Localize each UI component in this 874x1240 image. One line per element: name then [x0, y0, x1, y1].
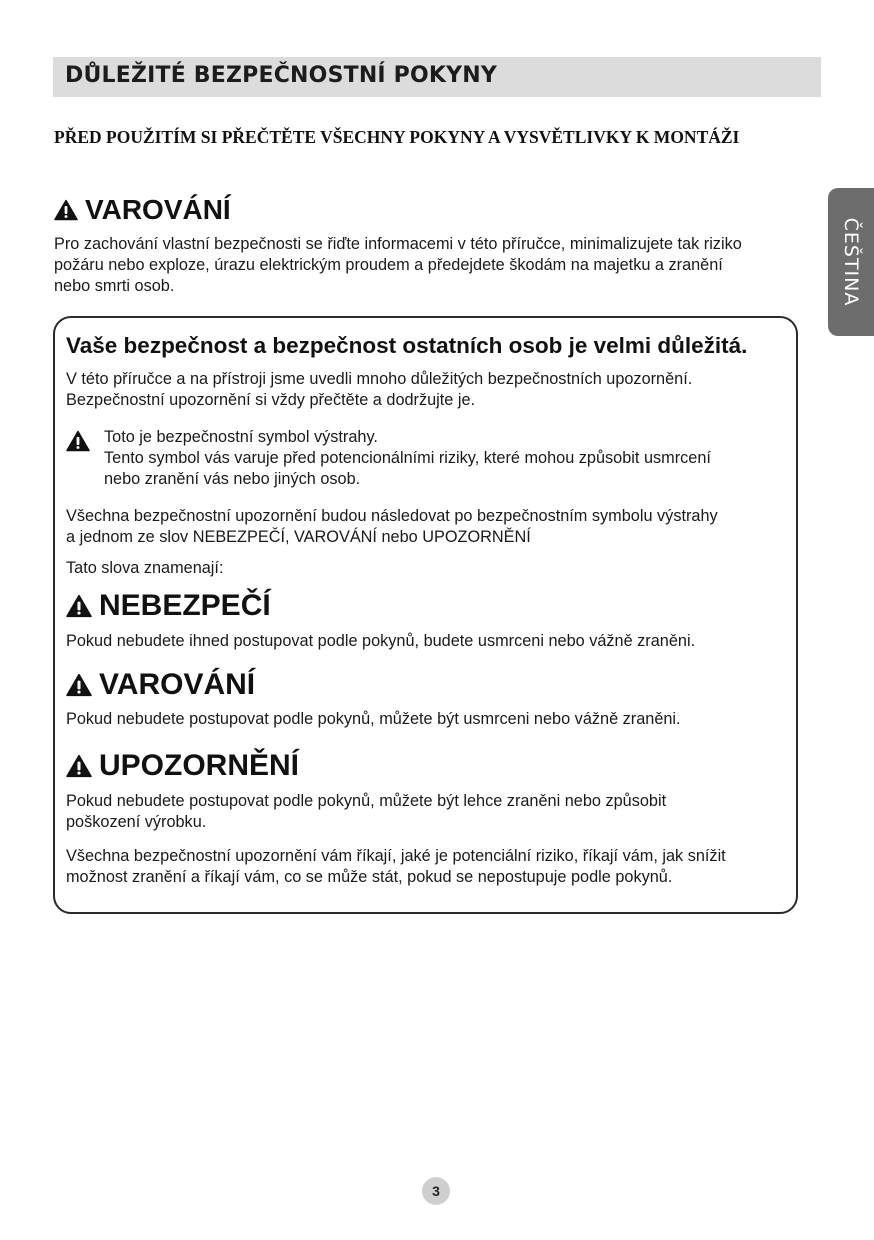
- text-line: Toto je bezpečnostní symbol výstrahy.: [104, 428, 378, 446]
- text-line: poškození výrobku.: [66, 813, 207, 831]
- main-warning-text: [54, 234, 794, 297]
- main-warning-heading: [54, 194, 231, 226]
- warning-heading: [66, 668, 255, 702]
- page-number: 3: [422, 1177, 450, 1205]
- text-line: Všechna bezpečnostní upozornění budou následovat po bezpečnostním symbolu výstrahy: [66, 507, 718, 525]
- danger-triangle-icon: [66, 594, 92, 618]
- caution-label: UPOZORNĚNÍ: [99, 749, 300, 782]
- text-line: nebo zranění vás nebo jiných osob.: [104, 470, 361, 488]
- language-tab: [828, 188, 874, 336]
- text-line: nebo smrti osob.: [54, 277, 175, 295]
- follow-text: [66, 506, 786, 548]
- title-bar: [53, 57, 821, 97]
- caution-heading: [66, 749, 299, 783]
- danger-text: Pokud nebudete ihned postupovat podle pokynů, budete usmrceni nebo vážně zraněni.: [66, 632, 696, 650]
- text-line: požáru nebo exploze, úrazu elektrickým proudem a předejdete škodám na majetku a zranění: [54, 256, 723, 274]
- warning-text: Pokud nebudete postupovat podle pokynů, můžete být usmrceni nebo vážně zraněni.: [66, 710, 681, 728]
- text-line: možnost zranění a říkají vám, co se může stát, pokud se nepostupuje podle pokynů.: [66, 868, 673, 886]
- symbol-description: [104, 427, 794, 490]
- caution-triangle-icon: [66, 754, 92, 778]
- text-line: V této příručce a na přístroji jsme uvedli mnoho důležitých bezpečnostních upozornění.: [66, 370, 693, 388]
- language-label: ČEŠTINA: [840, 217, 862, 307]
- warning-triangle-icon: [54, 199, 78, 221]
- danger-heading: [66, 589, 271, 623]
- text-line: Všechna bezpečnostní upozornění vám říkají, jaké je potenciální riziko, říkají vám, jak snížit: [66, 847, 726, 865]
- subtitle: PŘED POUŽITÍM SI PŘEČTĚTE VŠECHNY POKYNY A VYSVĚTLIVKY K MONTÁŽI: [54, 127, 740, 147]
- safety-alert-symbol-icon: [66, 430, 90, 452]
- text-line: Tento symbol vás varuje před potencionálními riziky, které mohou způsobit usmrcení: [104, 449, 711, 467]
- warning-triangle-icon: [66, 673, 92, 697]
- page-title: DŮLEŽITÉ BEZPEČNOSTNÍ POKYNY: [65, 63, 498, 88]
- text-line: a jednom ze slov NEBEZPEČÍ, VAROVÁNÍ nebo UPOZORNĚNÍ: [66, 528, 531, 546]
- box-intro: [66, 369, 786, 411]
- box-title: Vaše bezpečnost a bezpečnost ostatních osob je velmi důležitá.: [66, 333, 748, 358]
- text-line: Pokud nebudete postupovat podle pokynů, můžete být lehce zraněni nebo způsobit: [66, 792, 667, 810]
- text-line: Bezpečnostní upozornění si vždy přečtěte a dodržujte je.: [66, 391, 476, 409]
- closing-text: [66, 846, 788, 888]
- danger-label: NEBEZPEČÍ: [99, 589, 271, 622]
- main-warning-label: VAROVÁNÍ: [85, 194, 231, 225]
- caution-text: [66, 791, 786, 833]
- text-line: Pro zachování vlastní bezpečnosti se řiďte informacemi v této příručce, minimalizujete tak riziko: [54, 235, 742, 253]
- words-intro: Tato slova znamenají:: [66, 559, 224, 577]
- warning-label: VAROVÁNÍ: [99, 668, 256, 701]
